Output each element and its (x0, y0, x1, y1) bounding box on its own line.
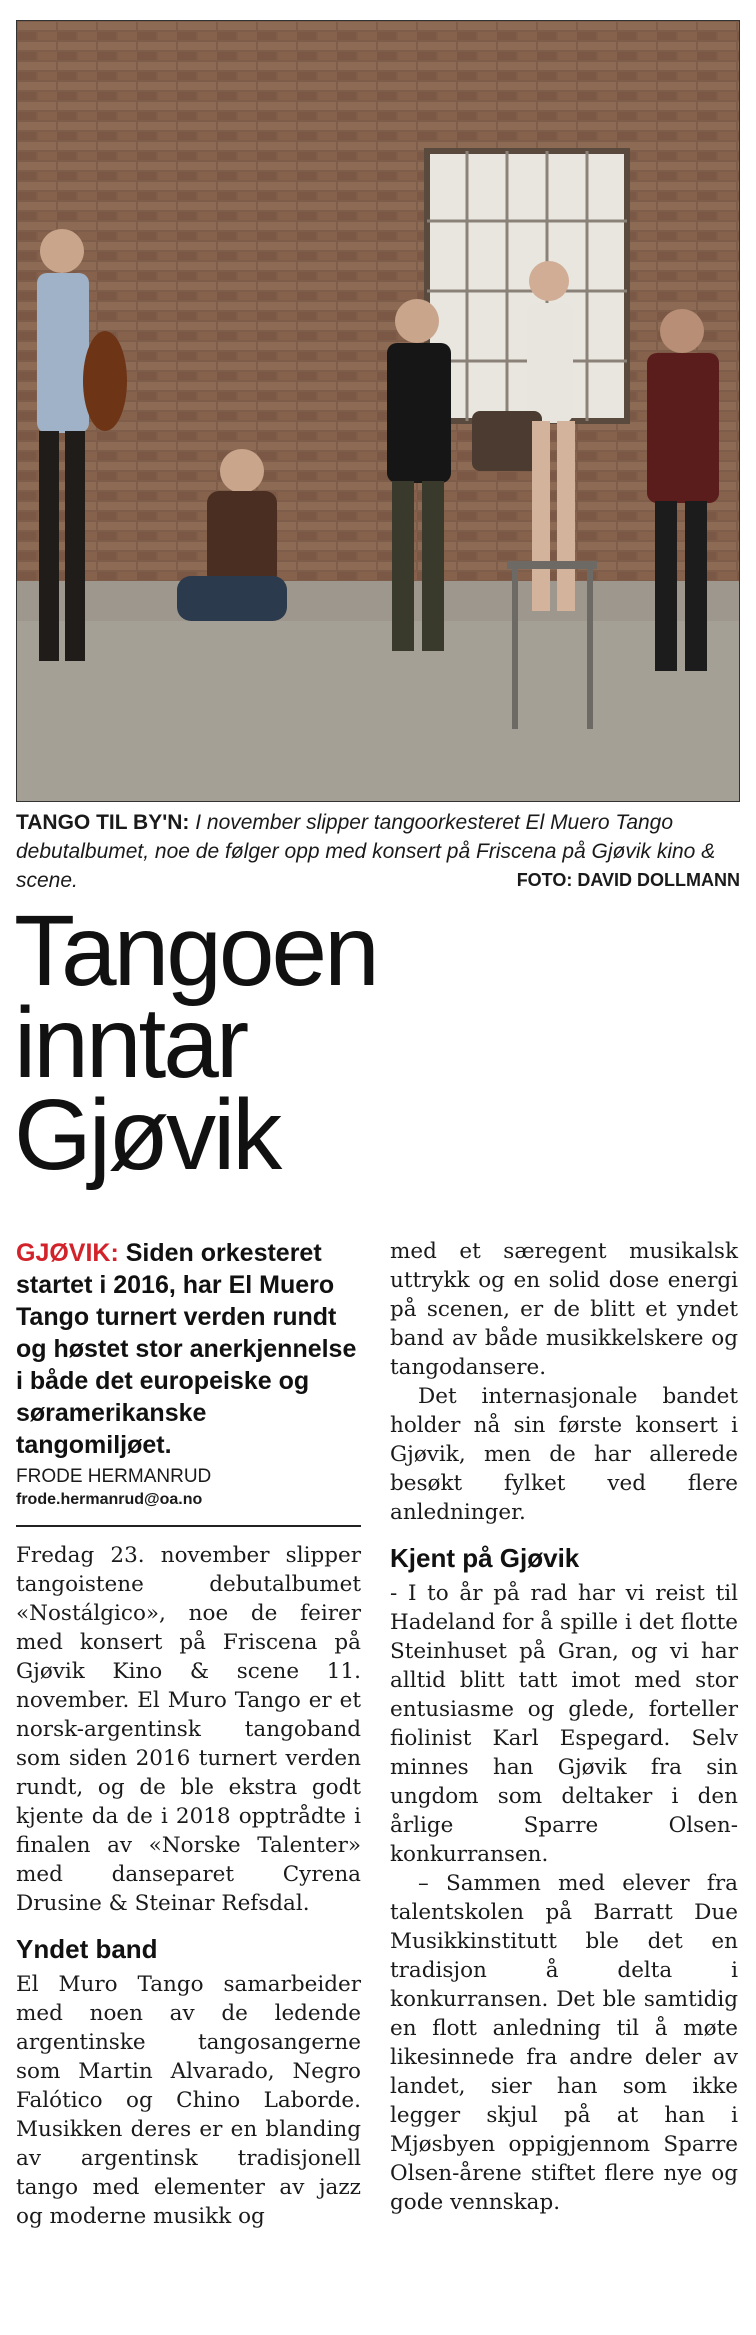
subheading-yndet-band: Yndet band (16, 1934, 158, 1964)
photo-caption (16, 808, 740, 895)
paragraph-6: – Sammen med elever fra talentskolen på Barratt Due Musikkinstitutt ble det en tradisjon å delta i konkurransen. Det ble samtidig en flott anledning til å møte likesinnede fra andre deler av landet, sier han som ikke legger skjul på at han i Mjøsbyen oppigjennom Sparre Olsen-årene stiftet flere nye og gode vennskap. (390, 1871, 738, 2215)
byline-divider (16, 1525, 361, 1527)
headline-line-2: inntar (14, 987, 247, 1099)
photo-credit: FOTO: DAVID DOLLMANN (516, 870, 740, 890)
caption-lead: TANGO TIL BY'N: (16, 811, 190, 834)
headline (14, 895, 534, 1191)
subheading-kjent-pa-gjovik: Kjent på Gjøvik (390, 1543, 580, 1573)
caption-body: I november slipper tangoorkesteret El Muero Tango debutalbumet, noe de følger opp med konsert på Friscena på Gjøvik kino & scene. (16, 811, 716, 892)
paragraph-1: Fredag 23. november slipper tangoistene debutalbumet «Nostálgico», noe de feirer med konsert på Friscena på Gjøvik Kino & scene 11. november. El Muro Tango er et norsk-argentinsk tangoband som siden 2016 turnert verden rundt, og de ble ekstra godt kjente da de i 2018 opptrådte i finalen av «Norske Talenter» med danseparet Cyrena Drusine & Steinar Refsdal. (16, 1543, 361, 1916)
paragraph-4: Det internasjonale bandet holder nå sin første konsert i Gjøvik, men de har allerede besøkt fylket ved flere anledninger. (390, 1384, 738, 1525)
paragraph-2: El Muro Tango samarbeider med noen av de ledende argentinske tangosangerne som Martin Alvarado, Negro Falótico og Chino Laborde. Musikken deres er en blanding av argentinsk tradisjonell tango med elementer av jazz og moderne musikk og (16, 1972, 361, 2229)
photo-illustration (17, 21, 739, 801)
article-column-right (390, 1237, 738, 2217)
headline-line-1: Tangoen (14, 895, 377, 1007)
author-email: frode.hermanrud@oa.no (16, 1491, 203, 1508)
headline-line-3: Gjøvik (14, 1079, 280, 1191)
band-photo (16, 20, 740, 802)
paragraph-3: med et særegent musikalsk uttrykk og en solid dose energi på scenen, er de blitt et yndet band av både musikkelskere og tangodansere. (390, 1239, 738, 1380)
paragraph-5: - I to år på rad har vi reist til Hadeland for å spille i det flotte Steinhuset på Gran, og vi har alltid blitt tatt imot med stor entusiasme og glede, forteller fiolinist Karl Espegard. Selv minnes han Gjøvik fra sin ungdom som deltaker i den årlige Sparre Olsen-konkurransen. (390, 1581, 738, 1867)
author-name: FRODE HERMANRUD (16, 1466, 212, 1487)
byline (16, 1465, 361, 1511)
ingress-text: Siden orkesteret startet i 2016, har El Muero Tango turnert verden rundt og høstet stor anerkjennelse i både det europeiske og søramerikanske tangomiljøet. (16, 1239, 357, 1459)
ingress (16, 1237, 366, 1461)
article-column-left (16, 1541, 361, 2231)
dateline: GJØVIK: (16, 1239, 119, 1267)
